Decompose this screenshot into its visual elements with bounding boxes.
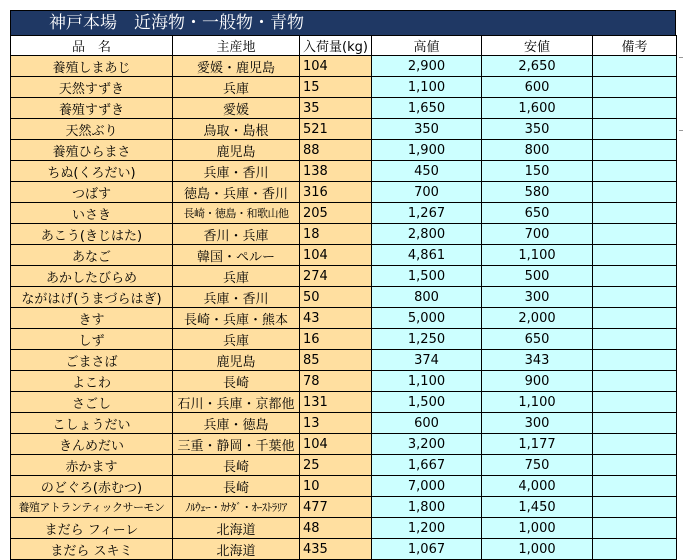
low-price-cell: 800 — [482, 140, 593, 161]
table-row — [11, 224, 677, 245]
quantity-cell: 18 — [300, 224, 372, 245]
item-name-cell: こしょうだい — [11, 413, 173, 434]
item-name-cell: つばす — [11, 182, 173, 203]
item-name-cell: しず — [11, 329, 173, 350]
low-price-cell: 700 — [482, 224, 593, 245]
remarks-cell — [593, 140, 677, 161]
high-price-cell: 1,650 — [372, 98, 482, 119]
column-header-quantity: 入荷量(kg) — [300, 36, 372, 56]
item-name-cell: いさき — [11, 203, 173, 224]
quantity-cell: 16 — [300, 329, 372, 350]
high-price-cell: 1,900 — [372, 140, 482, 161]
low-price-cell: 900 — [482, 371, 593, 392]
table-row — [11, 77, 677, 98]
quantity-cell: 88 — [300, 140, 372, 161]
item-name-cell: 養殖ひらまさ — [11, 140, 173, 161]
origin-cell: 長崎・兵庫・熊本 — [173, 308, 300, 329]
table-row — [11, 119, 677, 140]
table-row — [11, 413, 677, 434]
high-price-cell: 1,667 — [372, 455, 482, 476]
column-header-low-price: 安値 — [482, 36, 593, 56]
table-row — [11, 476, 677, 497]
table-body — [11, 56, 677, 560]
table-row — [11, 497, 677, 518]
item-name-cell: まだら フィーレ — [11, 518, 173, 539]
low-price-cell: 150 — [482, 161, 593, 182]
table-row — [11, 350, 677, 371]
high-price-cell: 600 — [372, 413, 482, 434]
remarks-cell — [593, 56, 677, 77]
table-row — [11, 182, 677, 203]
remarks-cell — [593, 224, 677, 245]
low-price-cell: 1,100 — [482, 245, 593, 266]
high-price-cell: 1,200 — [372, 518, 482, 539]
high-price-cell: 450 — [372, 161, 482, 182]
remarks-cell — [593, 98, 677, 119]
quantity-cell: 205 — [300, 203, 372, 224]
quantity-cell: 15 — [300, 77, 372, 98]
header-row — [11, 36, 677, 56]
high-price-cell: 1,250 — [372, 329, 482, 350]
quantity-cell: 48 — [300, 518, 372, 539]
remarks-cell — [593, 77, 677, 98]
origin-cell: 兵庫・香川 — [173, 287, 300, 308]
item-name-cell: きんめだい — [11, 434, 173, 455]
column-header-high-price: 高値 — [372, 36, 482, 56]
low-price-cell: 300 — [482, 413, 593, 434]
item-name-cell: あかしたびらめ — [11, 266, 173, 287]
origin-cell: 愛媛 — [173, 98, 300, 119]
edge-mark — [679, 130, 683, 131]
high-price-cell: 374 — [372, 350, 482, 371]
quantity-cell: 104 — [300, 245, 372, 266]
quantity-cell: 50 — [300, 287, 372, 308]
column-header-name: 品 名 — [11, 36, 173, 56]
quantity-cell: 104 — [300, 56, 372, 77]
low-price-cell: 300 — [482, 287, 593, 308]
origin-cell: 鹿児島 — [173, 140, 300, 161]
origin-cell: 長崎 — [173, 476, 300, 497]
quantity-cell: 521 — [300, 119, 372, 140]
remarks-cell — [593, 497, 677, 518]
remarks-cell — [593, 350, 677, 371]
origin-cell: ﾉﾙｳｪｰ・ｶﾅﾀﾞ・ｵｰｽﾄﾗﾘｱ — [173, 497, 300, 518]
remarks-cell — [593, 476, 677, 497]
high-price-cell: 1,267 — [372, 203, 482, 224]
remarks-cell — [593, 518, 677, 539]
origin-cell: 北海道 — [173, 518, 300, 539]
edge-mark — [679, 57, 683, 58]
table-row — [11, 245, 677, 266]
table-row — [11, 434, 677, 455]
high-price-cell: 7,000 — [372, 476, 482, 497]
origin-cell: 兵庫 — [173, 77, 300, 98]
table-row — [11, 140, 677, 161]
item-name-cell: ちぬ(くろだい) — [11, 161, 173, 182]
low-price-cell: 2,000 — [482, 308, 593, 329]
origin-cell: 長崎 — [173, 371, 300, 392]
item-name-cell: ながはげ(うまづらはぎ) — [11, 287, 173, 308]
low-price-cell: 1,600 — [482, 98, 593, 119]
quantity-cell: 25 — [300, 455, 372, 476]
low-price-cell: 343 — [482, 350, 593, 371]
sheet-title: 神戸本場 近海物・一般物・青物 — [10, 10, 676, 35]
high-price-cell: 1,500 — [372, 392, 482, 413]
item-name-cell: 天然ぶり — [11, 119, 173, 140]
quantity-cell: 435 — [300, 539, 372, 560]
low-price-cell: 350 — [482, 119, 593, 140]
low-price-cell: 650 — [482, 329, 593, 350]
quantity-cell: 274 — [300, 266, 372, 287]
high-price-cell: 800 — [372, 287, 482, 308]
quantity-cell: 43 — [300, 308, 372, 329]
high-price-cell: 2,800 — [372, 224, 482, 245]
quantity-cell: 78 — [300, 371, 372, 392]
remarks-cell — [593, 392, 677, 413]
table-row — [11, 392, 677, 413]
quantity-cell: 104 — [300, 434, 372, 455]
column-header-remarks: 備考 — [593, 36, 677, 56]
origin-cell: 兵庫・香川 — [173, 161, 300, 182]
low-price-cell: 750 — [482, 455, 593, 476]
item-name-cell: のどぐろ(赤むつ) — [11, 476, 173, 497]
origin-cell: 愛媛・鹿児島 — [173, 56, 300, 77]
table-row — [11, 266, 677, 287]
quantity-cell: 35 — [300, 98, 372, 119]
quantity-cell: 10 — [300, 476, 372, 497]
origin-cell: 鹿児島 — [173, 350, 300, 371]
origin-cell: 兵庫・徳島 — [173, 413, 300, 434]
origin-cell: 兵庫 — [173, 266, 300, 287]
high-price-cell: 700 — [372, 182, 482, 203]
item-name-cell: さごし — [11, 392, 173, 413]
origin-cell: 長崎・徳島・和歌山他 — [173, 203, 300, 224]
origin-cell: 香川・兵庫 — [173, 224, 300, 245]
table-row — [11, 287, 677, 308]
remarks-cell — [593, 455, 677, 476]
low-price-cell: 1,100 — [482, 392, 593, 413]
table-row — [11, 455, 677, 476]
remarks-cell — [593, 161, 677, 182]
origin-cell: 韓国・ペルー — [173, 245, 300, 266]
remarks-cell — [593, 539, 677, 560]
low-price-cell: 4,000 — [482, 476, 593, 497]
item-name-cell: 養殖すずき — [11, 98, 173, 119]
low-price-cell: 580 — [482, 182, 593, 203]
item-name-cell: 養殖しまあじ — [11, 56, 173, 77]
table-row — [11, 98, 677, 119]
low-price-cell: 1,450 — [482, 497, 593, 518]
remarks-cell — [593, 434, 677, 455]
origin-cell: 兵庫 — [173, 329, 300, 350]
low-price-cell: 600 — [482, 77, 593, 98]
low-price-cell: 650 — [482, 203, 593, 224]
low-price-cell: 1,177 — [482, 434, 593, 455]
column-header-origin: 主産地 — [173, 36, 300, 56]
origin-cell: 三重・静岡・千葉他 — [173, 434, 300, 455]
item-name-cell: 天然すずき — [11, 77, 173, 98]
remarks-cell — [593, 182, 677, 203]
origin-cell: 長崎 — [173, 455, 300, 476]
high-price-cell: 1,800 — [372, 497, 482, 518]
high-price-cell: 1,100 — [372, 371, 482, 392]
item-name-cell: 赤かます — [11, 455, 173, 476]
item-name-cell: きす — [11, 308, 173, 329]
quantity-cell: 316 — [300, 182, 372, 203]
low-price-cell: 2,650 — [482, 56, 593, 77]
item-name-cell: 養殖アトランティックサーモン — [11, 497, 173, 518]
origin-cell: 徳島・兵庫・香川 — [173, 182, 300, 203]
table-row — [11, 371, 677, 392]
market-price-sheet — [10, 10, 676, 560]
remarks-cell — [593, 413, 677, 434]
remarks-cell — [593, 371, 677, 392]
quantity-cell: 85 — [300, 350, 372, 371]
low-price-cell: 500 — [482, 266, 593, 287]
table-row — [11, 56, 677, 77]
table-row — [11, 539, 677, 560]
remarks-cell — [593, 119, 677, 140]
high-price-cell: 1,500 — [372, 266, 482, 287]
price-table — [10, 35, 677, 560]
low-price-cell: 1,000 — [482, 518, 593, 539]
high-price-cell: 2,900 — [372, 56, 482, 77]
item-name-cell: あなご — [11, 245, 173, 266]
item-name-cell: よこわ — [11, 371, 173, 392]
high-price-cell: 3,200 — [372, 434, 482, 455]
origin-cell: 石川・兵庫・京都他 — [173, 392, 300, 413]
remarks-cell — [593, 287, 677, 308]
table-row — [11, 161, 677, 182]
origin-cell: 鳥取・島根 — [173, 119, 300, 140]
remarks-cell — [593, 308, 677, 329]
high-price-cell: 5,000 — [372, 308, 482, 329]
quantity-cell: 131 — [300, 392, 372, 413]
high-price-cell: 350 — [372, 119, 482, 140]
table-row — [11, 518, 677, 539]
origin-cell: 北海道 — [173, 539, 300, 560]
remarks-cell — [593, 329, 677, 350]
low-price-cell: 1,000 — [482, 539, 593, 560]
table-row — [11, 203, 677, 224]
item-name-cell: ごまさば — [11, 350, 173, 371]
quantity-cell: 138 — [300, 161, 372, 182]
quantity-cell: 13 — [300, 413, 372, 434]
table-row — [11, 308, 677, 329]
remarks-cell — [593, 203, 677, 224]
remarks-cell — [593, 266, 677, 287]
high-price-cell: 4,861 — [372, 245, 482, 266]
high-price-cell: 1,100 — [372, 77, 482, 98]
high-price-cell: 1,067 — [372, 539, 482, 560]
table-row — [11, 329, 677, 350]
quantity-cell: 477 — [300, 497, 372, 518]
item-name-cell: まだら スキミ — [11, 539, 173, 560]
remarks-cell — [593, 245, 677, 266]
item-name-cell: あこう(きじはた) — [11, 224, 173, 245]
